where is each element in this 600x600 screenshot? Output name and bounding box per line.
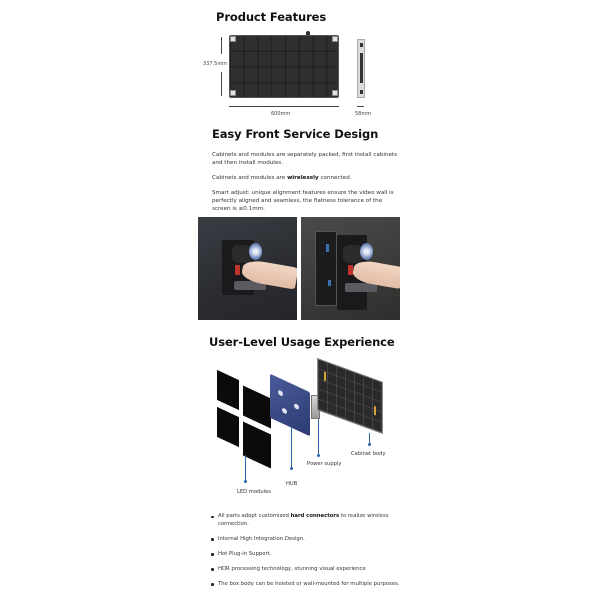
bullet-item: All parts adopt customized hard connectors to realize wireless connection. (211, 513, 401, 528)
front-service-title: Easy Front Service Design (212, 127, 379, 141)
width-dimension-line (229, 106, 339, 107)
corner-lock-icon (332, 90, 338, 96)
led-modules-label: LED modules (237, 489, 271, 495)
power-supply-callout-line (318, 419, 319, 455)
callout-dot (244, 480, 247, 483)
bullet-item: HDR processing technology, stunning visual experience (211, 566, 401, 574)
front-service-paragraph: Cabinets and modules are separately packed, first install cabinets and then install modules. (212, 152, 398, 166)
callout-dot (317, 454, 320, 457)
hub-board-graphic (270, 374, 310, 437)
front-service-photo-2 (301, 217, 400, 320)
features-bullet-list (211, 513, 401, 596)
width-dimension-label: 600mm (271, 111, 291, 117)
usage-title: User-Level Usage Experience (209, 335, 395, 349)
height-dimension-line-bottom (221, 72, 222, 96)
cabinet-body-label: Cabinet body (351, 451, 386, 457)
callout-dot (368, 443, 371, 446)
depth-dimension-label: 58mm (355, 111, 372, 117)
corner-lock-icon (230, 36, 236, 42)
hub-label: HUB (286, 481, 298, 487)
height-dimension-label: 337.5mm (203, 61, 228, 67)
product-features-title: Product Features (216, 10, 327, 24)
hub-callout-line (291, 427, 292, 469)
front-service-paragraph-smart-adjust: Smart adjust: unique alignment features ensure the video wall is perfectly aligned and seamless, the flatness tolerance of the screen is ≤0.1mm. (212, 190, 394, 212)
front-service-photo-1 (198, 217, 297, 320)
bullet-item: The box body can be hoisted or wall-mounted for multiple purposes. (211, 581, 401, 589)
power-supply-label: Power supply (307, 461, 342, 467)
cabinet-front-view (229, 35, 339, 98)
front-service-paragraph-wireless: Cabinets and modules are wirelessly connected. (212, 175, 352, 181)
depth-dimension-line (357, 106, 364, 107)
bullet-item: Internal High Integration Design. (211, 536, 401, 544)
height-dimension-line-top (221, 37, 222, 54)
cabinet-side-view (357, 39, 365, 98)
bullet-item: Hot Plug-in Support. (211, 551, 401, 559)
led-modules-callout-line (245, 455, 246, 482)
callout-dot (290, 467, 293, 470)
corner-lock-icon (332, 36, 338, 42)
corner-lock-icon (230, 90, 236, 96)
cabinet-body-graphic (317, 358, 383, 434)
